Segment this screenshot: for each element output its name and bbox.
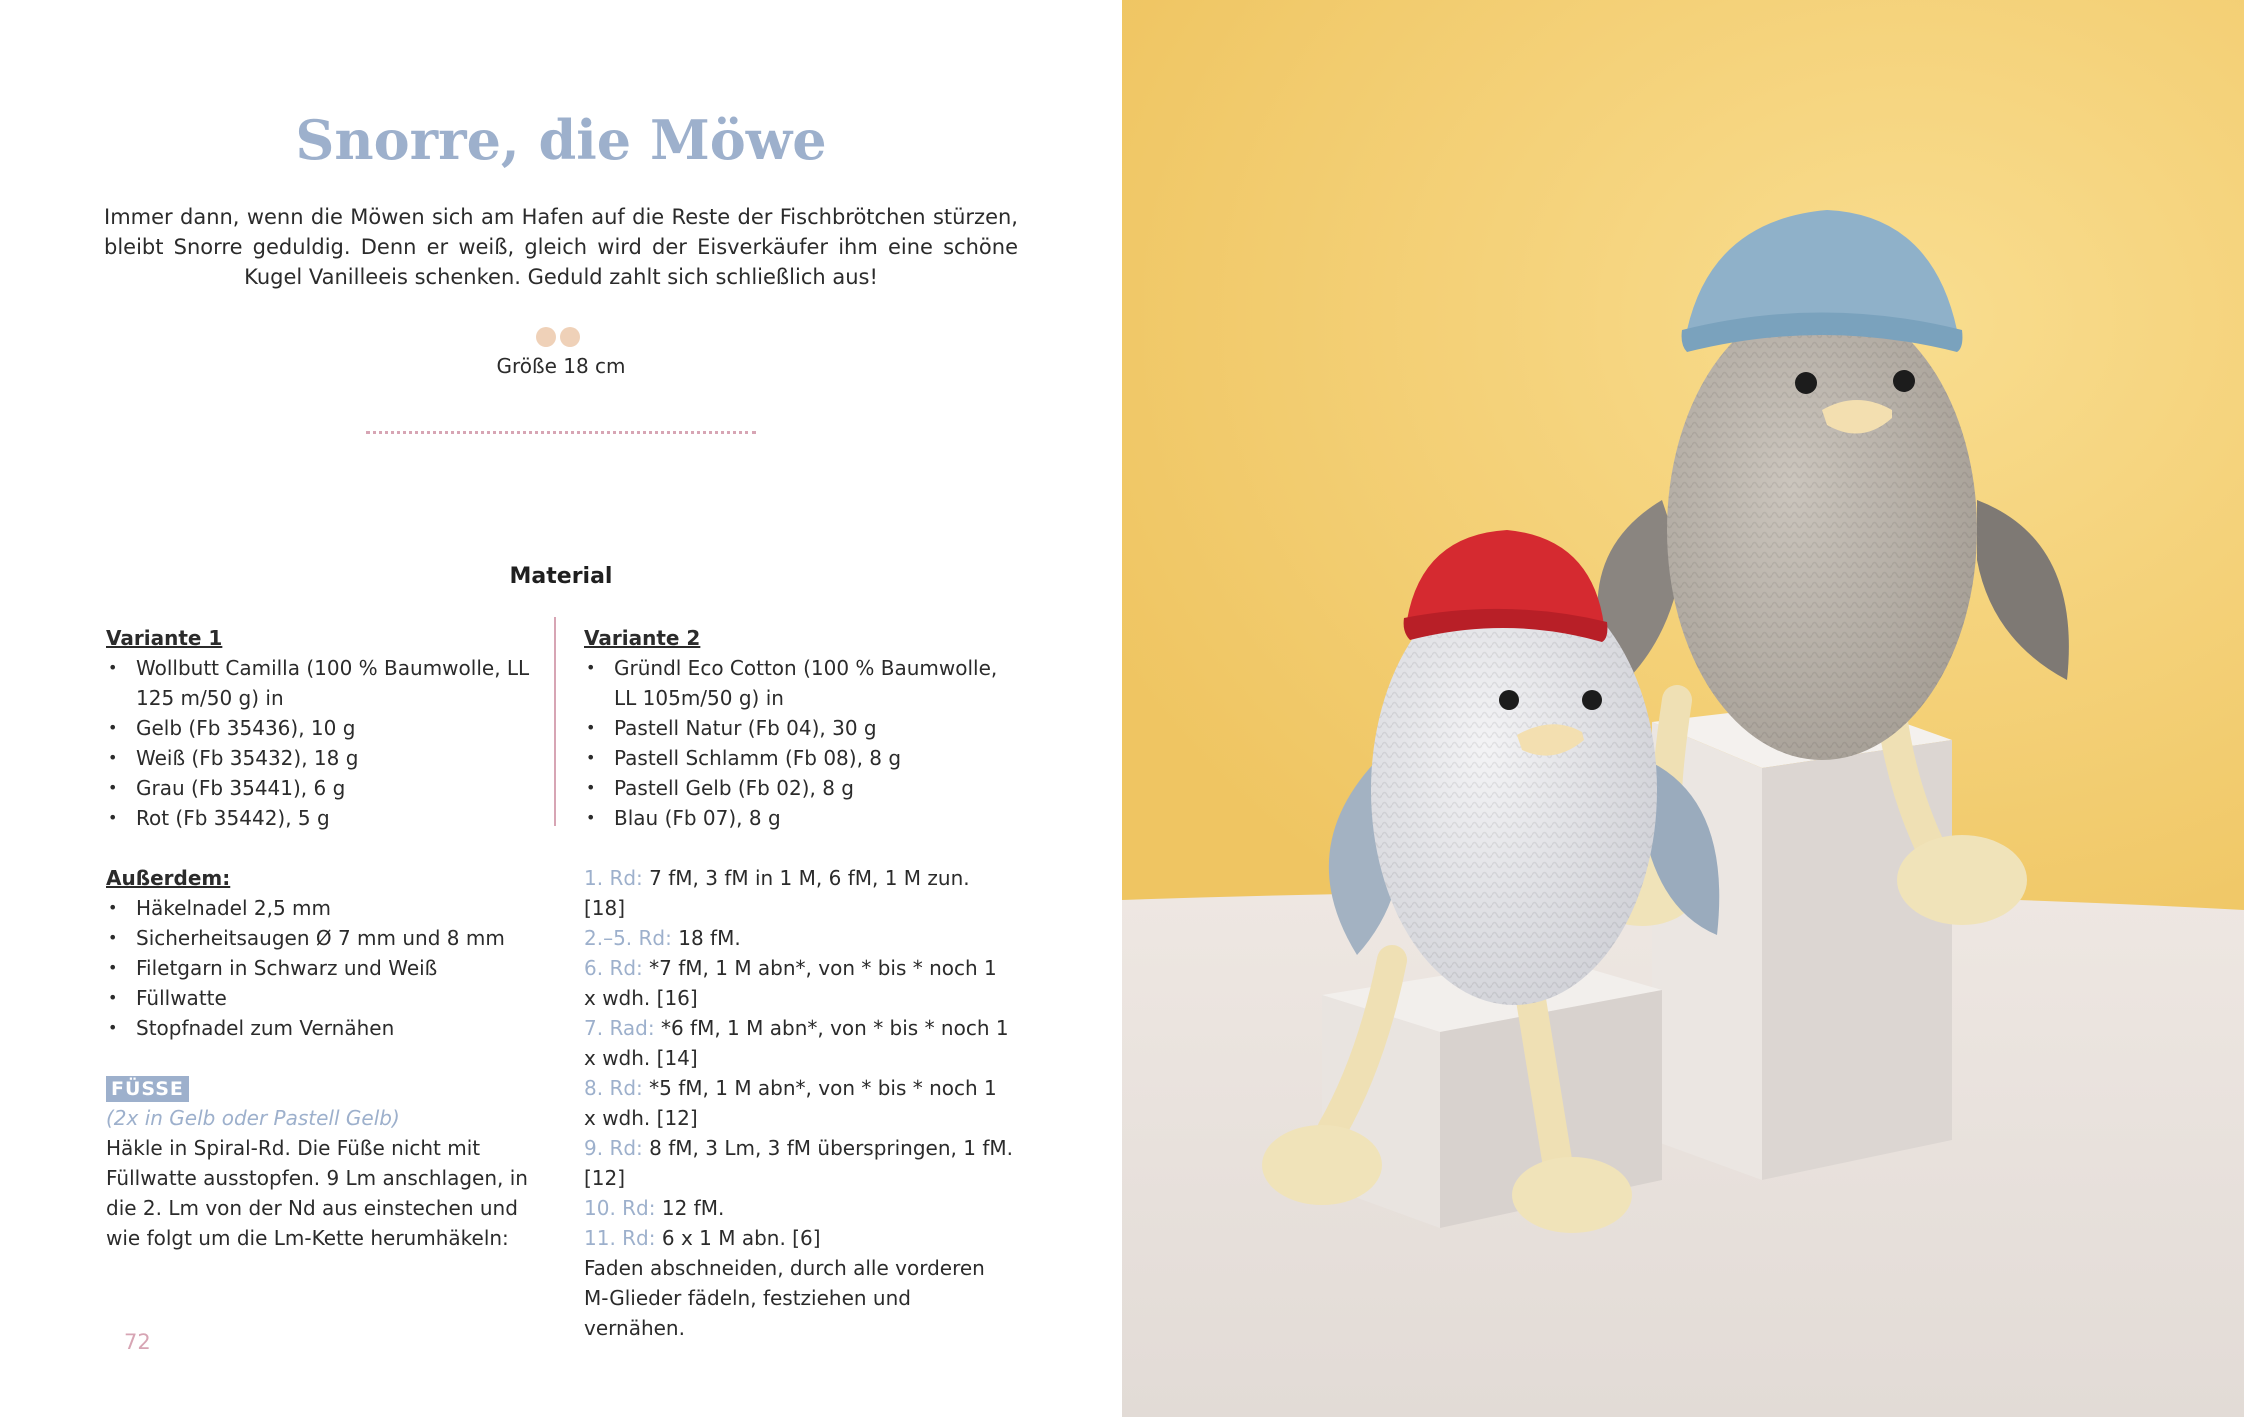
round-text: 12 fM. — [655, 1196, 725, 1220]
round-row — [584, 863, 1014, 923]
list-item: • Filetgarn in Schwarz und Weiß — [106, 953, 556, 983]
round-label: 8. Rd: — [584, 1076, 643, 1100]
round-label: 6. Rd: — [584, 956, 643, 980]
finish-instructions: Faden abschneiden, durch alle vorderen M-Glieder fädeln, festziehen und vernähen. — [584, 1256, 985, 1340]
list-item: • Gelb (Fb 35436), 10 g — [106, 713, 556, 743]
list-item: • Füllwatte — [106, 983, 556, 1013]
round-label: 7. Rad: — [584, 1016, 655, 1040]
list-item: • Rot (Fb 35442), 5 g — [106, 803, 556, 833]
size-label: Größe 18 cm — [496, 354, 626, 378]
round-label: 1. Rd: — [584, 866, 643, 890]
round-label: 2.–5. Rd: — [584, 926, 672, 950]
round-label: 9. Rd: — [584, 1136, 643, 1160]
round-label: 11. Rd: — [584, 1226, 656, 1250]
round-label: 10. Rd: — [584, 1196, 656, 1220]
round-row — [584, 1223, 1014, 1253]
round-row — [584, 953, 1014, 1013]
intro-text: Immer dann, wenn die Möwen sich am Hafen auf die Reste der Fischbrötchen stürzen, bleibt Snorre geduldig. Denn er weiß, gleich wird der Eisverkäufer ihm eine schöne Kugel Vanilleeis schenken. Geduld zahlt sich schließlich aus! — [104, 205, 1018, 289]
white-gull-foot — [1512, 1157, 1632, 1233]
variant1-heading: Variante 1 — [106, 626, 223, 650]
round-text: 6 x 1 M abn. [6] — [655, 1226, 821, 1250]
round-text: *7 fM, 1 M abn*, von * bis * noch 1 x wdh. [16] — [584, 956, 997, 1010]
round-text: 8 fM, 3 Lm, 3 fM überspringen, 1 fM. [12] — [584, 1136, 1013, 1190]
variant1-list — [106, 653, 556, 833]
list-item: • Blau (Fb 07), 8 g — [584, 803, 1014, 833]
extras-heading: Außerdem: — [106, 866, 231, 890]
list-item: • Stopfnadel zum Vernähen — [106, 1013, 556, 1043]
list-item: • Pastell Natur (Fb 04), 30 g — [584, 713, 1014, 743]
white-gull-eye — [1582, 690, 1602, 710]
list-item: • Gründl Eco Cotton (100 % Baumwolle, LL 105m/50 g) in — [584, 653, 1014, 713]
list-item: • Häkelnadel 2,5 mm — [106, 893, 556, 923]
difficulty-dot — [536, 327, 556, 347]
list-item: • Wollbutt Camilla (100 % Baumwolle, LL 125 m/50 g) in — [106, 653, 556, 713]
page-title: Snorre, die Möwe — [295, 108, 827, 172]
page-number: 72 — [124, 1330, 151, 1354]
round-row — [584, 1133, 1014, 1193]
feet-instructions: Häkle in Spiral-Rd. Die Füße nicht mit Füllwatte ausstopfen. 9 Lm anschlagen, in die 2. Lm von der Nd aus einstechen und wie folgt um die Lm-Kette herumhäkeln: — [106, 1136, 528, 1250]
grey-gull-eye — [1795, 372, 1817, 394]
round-row — [584, 923, 1014, 953]
round-row — [584, 1013, 1014, 1073]
round-text: 18 fM. — [671, 926, 741, 950]
round-row — [584, 1073, 1014, 1133]
round-text: *5 fM, 1 M abn*, von * bis * noch 1 x wdh. [12] — [584, 1076, 997, 1130]
round-row — [584, 1193, 1014, 1223]
list-item: • Weiß (Fb 35432), 18 g — [106, 743, 556, 773]
extras-list — [106, 893, 556, 1043]
list-item: • Grau (Fb 35441), 6 g — [106, 773, 556, 803]
dotted-divider — [366, 431, 756, 434]
material-heading: Material — [509, 564, 613, 589]
list-item: • Pastell Gelb (Fb 02), 8 g — [584, 773, 1014, 803]
list-item: • Pastell Schlamm (Fb 08), 8 g — [584, 743, 1014, 773]
left-column — [106, 623, 556, 1253]
white-gull-foot — [1262, 1125, 1382, 1205]
difficulty-dot — [560, 327, 580, 347]
round-text: *6 fM, 1 M abn*, von * bis * noch 1 x wdh. [14] — [584, 1016, 1009, 1070]
grey-gull-eye — [1893, 370, 1915, 392]
variant2-heading: Variante 2 — [584, 626, 701, 650]
right-column — [584, 623, 1014, 1343]
difficulty-dots — [536, 327, 580, 347]
round-text: 7 fM, 3 fM in 1 M, 6 fM, 1 M zun. [18] — [584, 866, 970, 920]
feet-note: (2x in Gelb oder Pastell Gelb) — [106, 1106, 400, 1130]
grey-gull-foot — [1897, 835, 2027, 925]
list-item: • Sicherheitsaugen Ø 7 mm und 8 mm — [106, 923, 556, 953]
variant2-list — [584, 653, 1014, 833]
knit-texture — [1667, 300, 1977, 760]
knit-texture — [1371, 575, 1657, 1005]
white-gull-eye — [1499, 690, 1519, 710]
seagull-photo — [1122, 0, 2244, 1417]
feet-badge: FÜSSE — [106, 1076, 189, 1102]
